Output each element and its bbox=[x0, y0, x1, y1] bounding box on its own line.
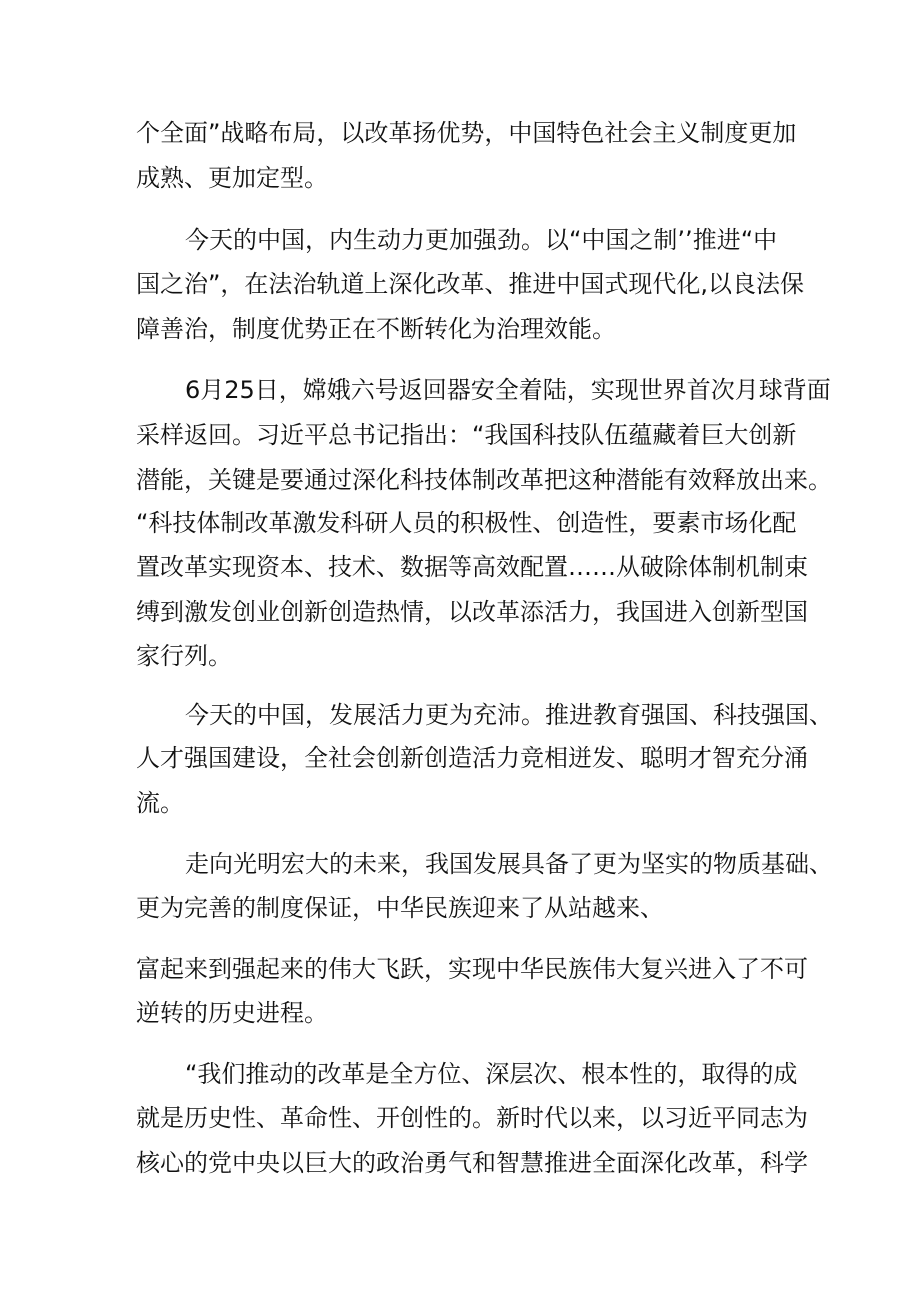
text-line: 成熟、更加定型。 bbox=[136, 164, 328, 192]
text-line: 富起来到强起来的伟大飞跃，实现中华民族伟大复兴进入了不可 bbox=[136, 955, 808, 983]
text-line: 人才强国建设，全社会创新创造活力竞相迸发、聪明才智充分涌 bbox=[136, 744, 808, 772]
text-line: 潜能，关键是要通过深化科技体制改革把这种潜能有效释放出来。 bbox=[136, 466, 832, 494]
text-line: 更为完善的制度保证，中华民族迎来了从站越来、 bbox=[136, 894, 664, 922]
text-line: “我们推动的改革是全方位、深层次、根本性的，取得的成 bbox=[185, 1060, 798, 1088]
text-line: 障善治，制度优势正在不断转化为治理效能。 bbox=[136, 315, 616, 343]
text-line: 逆转的历史进程。 bbox=[136, 999, 328, 1027]
text-line: 走向光明宏大的未来，我国发展具备了更为坚实的物质基础、 bbox=[185, 850, 833, 878]
text-line: 核心的党中央以巨大的政治勇气和智慧推进全面深化改革，科学 bbox=[136, 1149, 808, 1177]
text-line: 今天的中国，发展活力更为充沛。推进教育强国、科技强国、 bbox=[185, 701, 833, 729]
text-line: 采样返回。习近平总书记指出：“我国科技队伍蕴藏着巨大创新 bbox=[136, 421, 797, 449]
text-line: 缚到激发创业创新创造热情，以改革添活力，我国进入创新型国 bbox=[136, 598, 808, 626]
text-line: 6月25日，嫦娥六号返回器安全着陆，实现世界首次月球背面 bbox=[185, 376, 831, 404]
text-line: 就是历史性、革命性、开创性的。新时代以来，以习近平同志为 bbox=[136, 1104, 808, 1132]
text-line: 家行列。 bbox=[136, 642, 232, 670]
text-line: 国之治”，在法治轨道上深化改革、推进中国式现代化,以良法保 bbox=[136, 270, 805, 298]
text-line: “科技体制改革激发科研人员的积极性、创造性，要素市场化配 bbox=[136, 509, 797, 537]
text-line: 个全面”战略布局，以改革扬优势，中国特色社会主义制度更加 bbox=[136, 119, 797, 147]
text-line: 置改革实现资本、技术、数据等高效配置……从破除体制机制束 bbox=[136, 553, 808, 581]
text-line: 流。 bbox=[136, 789, 184, 817]
text-line: 今天的中国，内生动力更加强劲。以“中国之制’’推进“中 bbox=[185, 226, 778, 254]
